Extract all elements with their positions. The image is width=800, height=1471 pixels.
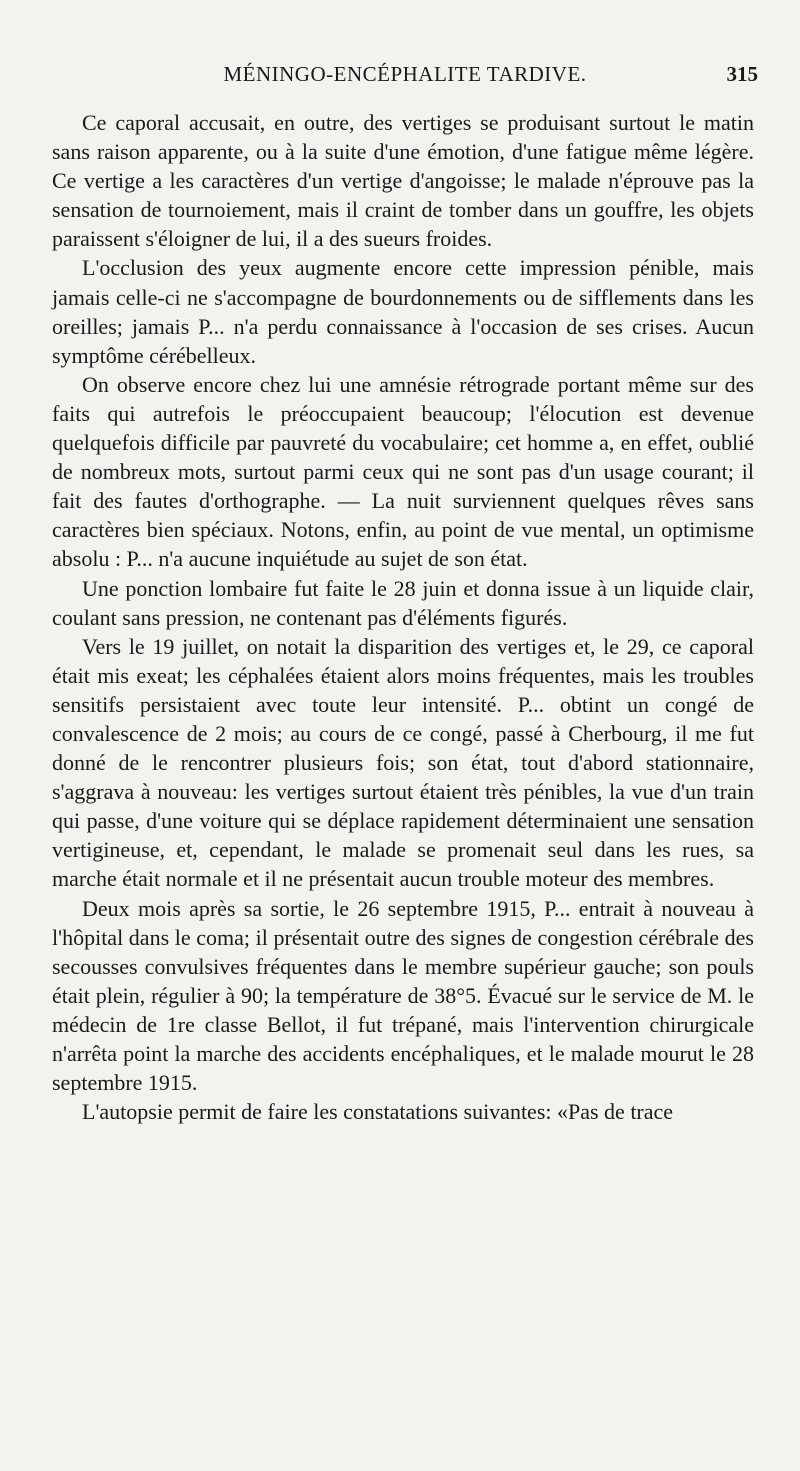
page-header xyxy=(52,58,758,98)
paragraph: Ce caporal accusait, en outre, des vertiges se produisant surtout le matin sans raison apparente, ou à la suite d'une émotion, d'une fatigue même légère. Ce vertige a les caractères d'un vertige d'angoisse; le malade n'éprouve pas la sensation de tournoiement, mais il craint de tomber dans un gouffre, les objets paraissent s'éloigner de lui, il a des sueurs froides. xyxy=(52,110,754,252)
body-text xyxy=(52,108,754,1126)
page-number: 315 xyxy=(726,62,758,86)
paragraph: On observe encore chez lui une amnésie rétrograde portant même sur des faits qui autrefois le préoccupaient beaucoup; l'élocution est devenue quelquefois difficile par pauvreté du vocabulaire; cet homme a, en effet, oublié de nombreux mots, surtout parmi ceux qui ne sont pas d'un usage courant; il fait des fautes d'orthographe. — La nuit surviennent quelques rêves sans caractères bien spéciaux. Notons, enfin, au point de vue mental, un optimisme absolu : P... n'a aucune inquiétude au sujet de son état. xyxy=(52,371,754,572)
paragraph: Deux mois après sa sortie, le 26 septembre 1915, P... entrait à nouveau à l'hôpital dans le coma; il présentait outre des signes de congestion cérébrale des secousses convulsives fréquentes dans le membre supérieur gauche; son pouls était plein, régulier à 90; la température de 38°5. Évacué sur le service de M. le médecin de 1re classe Bellot, il fut trépané, mais l'intervention chirurgicale n'arrêta point la marche des accidents encéphaliques, et le malade mourut le 28 septembre 1915. xyxy=(52,895,754,1096)
paragraph: Une ponction lombaire fut faite le 28 juin et donna issue à un liquide clair, coulant sans pression, ne contenant pas d'éléments figurés. xyxy=(52,575,754,630)
running-head: MÉNINGO-ENCÉPHALITE TARDIVE. xyxy=(223,62,587,86)
paragraph: L'autopsie permit de faire les constatations suivantes: «Pas de trace xyxy=(82,1099,674,1125)
paragraph: Vers le 19 juillet, on notait la disparition des vertiges et, le 29, ce caporal était mis exeat; les céphalées étaient alors moins fréquentes, mais les troubles sensitifs persistaient avec toute leur intensité. P... obtint un congé de convalescence de 2 mois; au cours de ce congé, passé à Cherbourg, il me fut donné de le rencontrer plusieurs fois; son état, tout d'abord stationnaire, s'aggrava à nouveau: les vertiges surtout étaient très pénibles, la vue d'un train qui passe, d'une voiture qui se déplace rapidement déterminaient une sensation vertigineuse, et, cependant, le malade se promenait seul dans les rues, sa marche était normale et il ne présentait aucun trouble moteur des membres. xyxy=(52,633,754,892)
paragraph: L'occlusion des yeux augmente encore cette impression pénible, mais jamais celle-ci ne s'accompagne de bourdonnements ou de sifflements dans les oreilles; jamais P... n'a perdu connaissance à l'occasion de ses crises. Aucun symptôme cérébelleux. xyxy=(52,255,754,368)
